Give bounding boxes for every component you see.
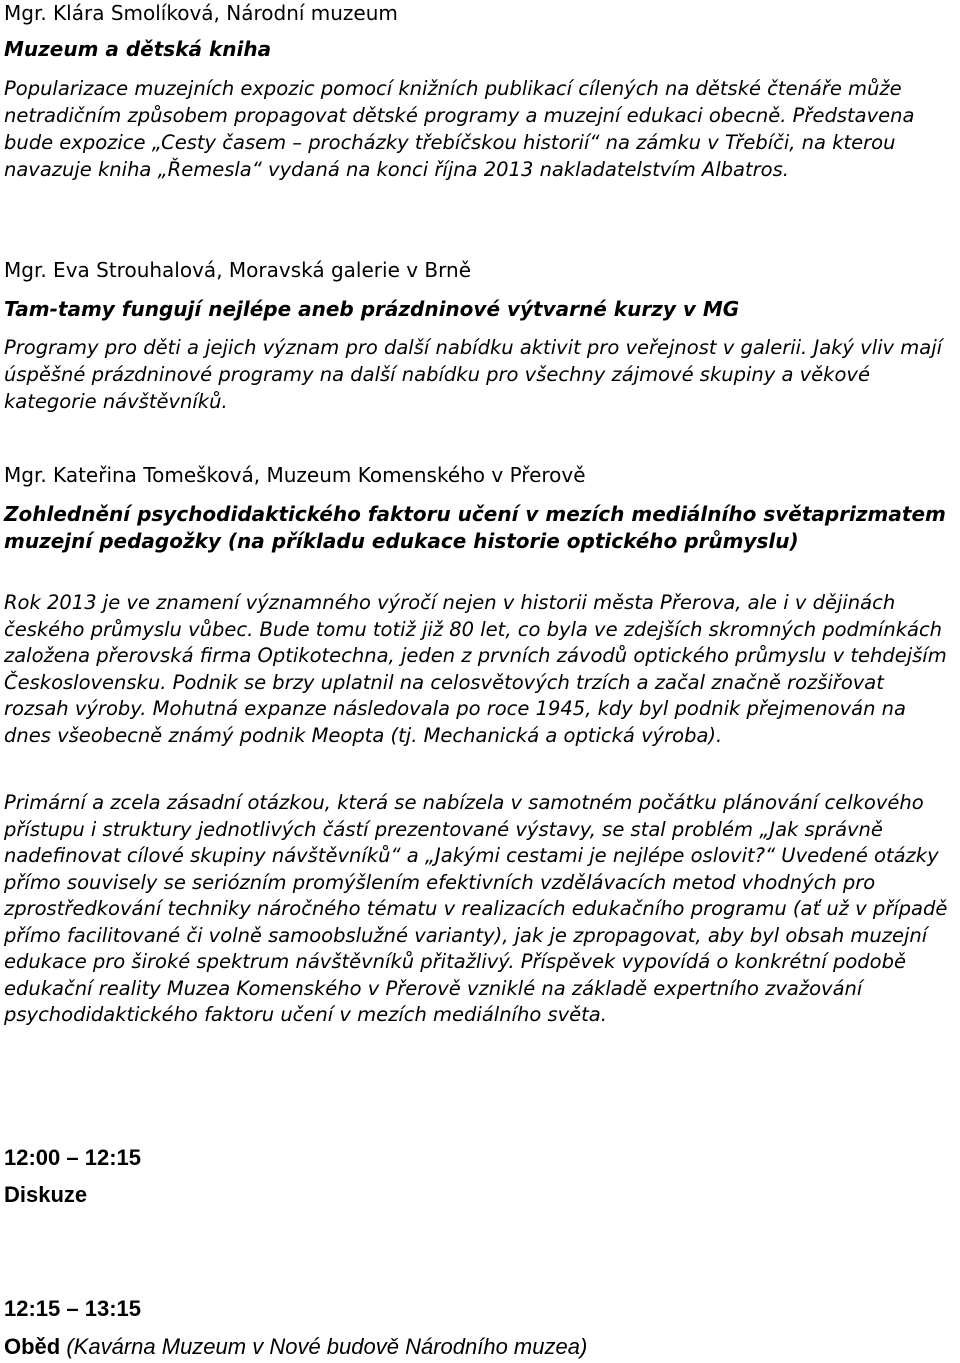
talk-1-abstract: Popularizace muzejních expozic pomocí knižních publikací cílených na dětské čtenáře může netradičním způsobem propagovat dětské programy a muzejní edukaci obecně. Představena bude expozice „Cesty časem – procházky třebíčskou historií“ na zámku v Třebíči, na kterou navazuje kniha „Řemesla“ vydaná na konci října 2013 nakladatelstvím Albatros. [4, 77, 915, 181]
agenda-item-1-title: Diskuze [4, 1182, 88, 1207]
agenda-item-2-note: (Kavárna Muzeum v Nové budově Národního muzea) [66, 1334, 588, 1359]
talk-3-abstract-paragraph-1: Rok 2013 je ve znamení významného výročí nejen v historii města Přerova, ale i v dějinách českého průmyslu vůbec. Bude tomu totiž již 80 let, co byla ve zdejších skromných podmínkách založena přerovská firma Optikotechna, jeden z prvních závodů optického průmyslu v tehdejším Československu. Podnik se brzy uplatnil na celosvětových trzích a začal značně rozšiřovat rozsah výroby. Mohutná expanze následovala po roce 1945, kdy byl podnik přejmenován na dnes všeobecně známý podnik Meopta (tj. Mechanická a optická výroba). [4, 591, 947, 747]
talk-3-title: Zohlednění psychodidaktického faktoru učení v mezích mediálního světaprizmatem muzejní pedagožky (na příkladu edukace historie optického průmyslu) [4, 502, 946, 553]
talk-1-speaker: Mgr. Klára Smolíková, Národní muzeum [4, 1, 398, 25]
agenda-item-1-time: 12:00 – 12:15 [4, 1145, 141, 1170]
talk-3-speaker: Mgr. Kateřina Tomešková, Muzeum Komenského v Přerově [4, 463, 586, 487]
talk-2-speaker: Mgr. Eva Strouhalová, Moravská galerie v Brně [4, 258, 471, 282]
talk-2-title: Tam-tamy fungují nejlépe aneb prázdninové výtvarné kurzy v MG [4, 297, 740, 321]
talk-1-title: Muzeum a dětská kniha [4, 37, 272, 61]
talk-2-abstract: Programy pro děti a jejich význam pro další nabídku aktivit pro veřejnost v galerii. Jaký vliv mají úspěšné prázdninové programy na další nabídku pro všechny zájmové skupiny a věkové kategorie návštěvníků. [4, 336, 943, 413]
agenda-item-2-label [4, 1333, 587, 1361]
agenda-item-1-label [4, 1181, 87, 1209]
agenda-item-2-time: 12:15 – 13:15 [4, 1296, 141, 1321]
talk-3-abstract-paragraph-2: Primární a zcela zásadní otázkou, která se nabízela v samotném počátku plánování celkového přístupu i struktury jednotlivých částí prezentované výstavy, se stal problém „Jak správně nadefinovat cílové skupiny návštěvníků“ a „Jakými cestami je nejlépe oslovit?“ Uvedené otázky přímo souvisely se seriózním promýšlením efektivních vzdělávacích metod vhodných pro zprostředkování techniky náročného tématu v realizacích edukačního programu (ať už v případě přímo facilitované či volně samoobslužné varianty), jak je zpropagovat, aby byl obsah muzejní edukace pro široké spektrum návštěvníků přitažlivý. Příspěvek vypovídá o konkrétní podobě edukační reality Muzea Komenského v Přerově vzniklé na základě expertního zvažování psychodidaktického faktoru učení v mezích mediálního světa. [4, 791, 948, 1026]
agenda-item-2-title: Oběd [4, 1334, 61, 1359]
